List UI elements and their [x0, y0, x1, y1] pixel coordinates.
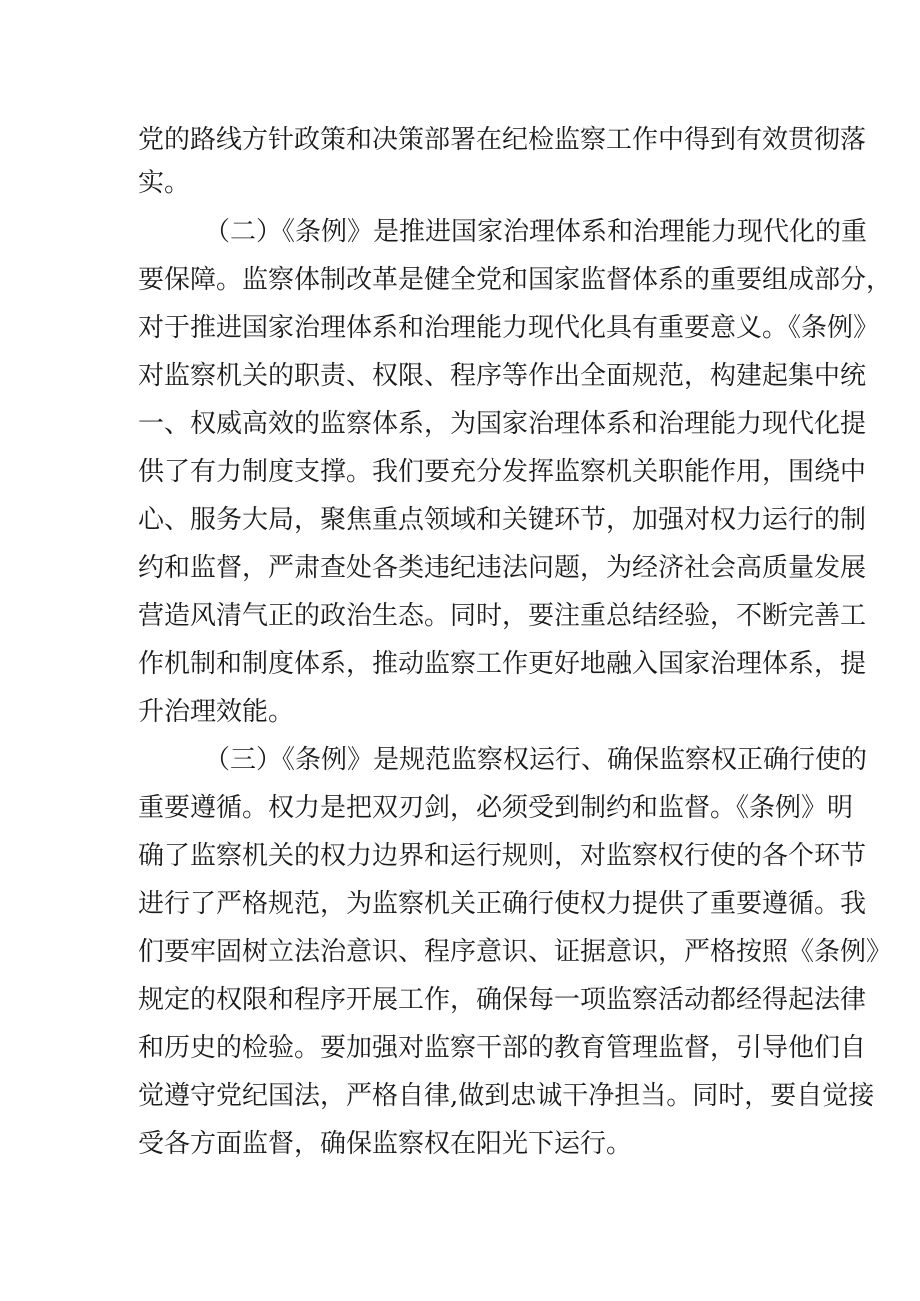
- text-line: 约和监督，严肃查处各类违纪违法问题，为经济社会高质量发展: [138, 553, 867, 583]
- text-line: 们要牢固树立法治意识、程序意识、证据意识，严格按照《条例》: [138, 937, 893, 967]
- text-line: 升治理效能。: [138, 697, 295, 727]
- text-line: 心、服务大局，聚焦重点领域和关键环节，加强对权力运行的制: [138, 505, 867, 535]
- paragraph-heading-line: （二）《条例》是推进国家治理体系和治理能力现代化的重: [204, 217, 868, 247]
- text-line: 进行了严格规范，为监察机关正确行使权力提供了重要遵循。我: [138, 889, 867, 919]
- text-line: 实。: [138, 168, 191, 198]
- text-line: 觉遵守党纪国法，严格自律,做到忠诚干净担当。同时，要自觉接: [138, 1081, 875, 1111]
- text-line: 和历史的检验。要加强对监察干部的教育管理监督，引导他们自: [138, 1033, 867, 1063]
- paragraph-heading-line: （三）《条例》是规范监察权运行、确保监察权正确行使的: [204, 745, 868, 775]
- text-line: 受各方面监督，确保监察权在阳光下运行。: [138, 1129, 633, 1159]
- text-line: 营造风清气正的政治生态。同时，要注重总结经验，不断完善工: [138, 601, 867, 631]
- text-line: 对监察机关的职责、权限、程序等作出全面规范，构建起集中统: [138, 361, 867, 391]
- text-line: 确了监察机关的权力边界和运行规则，对监察权行使的各个环节: [138, 841, 867, 871]
- text-line: 重要遵循。权力是把双刃剑，必须受到制约和监督。《条例》明: [138, 793, 854, 823]
- text-line: 要保障。监察体制改革是健全党和国家监督体系的重要组成部分，: [138, 265, 893, 295]
- text-line: 供了有力制度支撑。我们要充分发挥监察机关职能作用，围绕中: [138, 457, 867, 487]
- text-line: 规定的权限和程序开展工作，确保每一项监察活动都经得起法律: [138, 985, 867, 1015]
- text-line: 一、权威高效的监察体系，为国家治理体系和治理能力现代化提: [138, 409, 867, 439]
- text-line: 对于推进国家治理体系和治理能力现代化具有重要意义。《条例》: [138, 313, 880, 343]
- text-line: 作机制和制度体系，推动监察工作更好地融入国家治理体系，提: [138, 649, 867, 679]
- text-line: 党的路线方针政策和决策部署在纪检监察工作中得到有效贯彻落: [138, 125, 867, 155]
